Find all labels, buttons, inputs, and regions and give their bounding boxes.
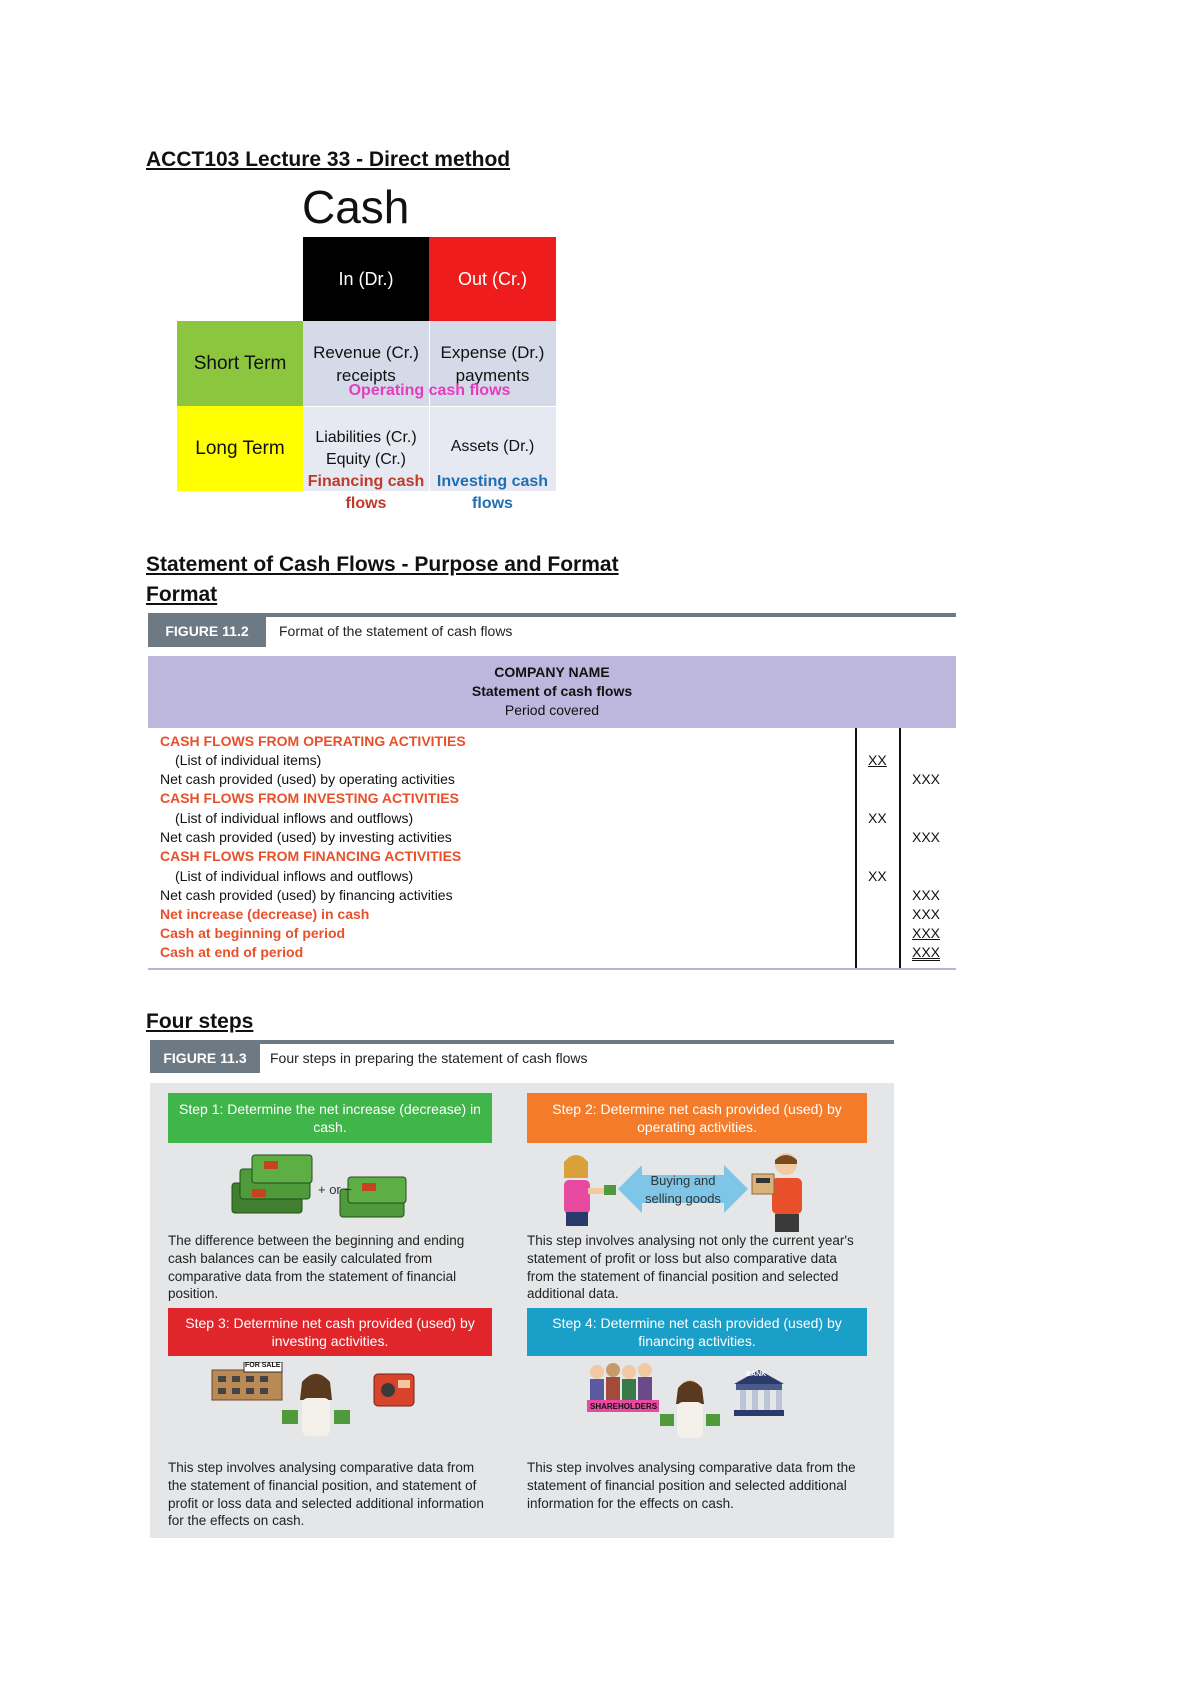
financing-cash-flows-label (303, 471, 429, 515)
amount-xxx: XXX (912, 925, 941, 941)
assets-label: Assets (Dr.) (450, 438, 535, 455)
buying-selling-label: Buying and selling goods (645, 1173, 721, 1206)
row-long-term: Long Term (177, 406, 303, 491)
step-1-description: The difference between the beginning and ending cash balances can be easily calculated from comparative data from the statement of financial position. (168, 1233, 465, 1302)
step-3-box: Step 3: Determine net cash provided (used) by investing activities. (168, 1308, 492, 1356)
step-4-description: This step involves analysing comparative data from the statement of financial position and selected additional information for the effects on cash. (527, 1460, 856, 1511)
for-sale-sign: FOR SALE (245, 1362, 281, 1369)
revenue-line2: receipts (336, 366, 396, 385)
liabilities-line: Liabilities (Cr.) (315, 429, 417, 446)
col-out-header: Out (Cr.) (429, 237, 556, 321)
statement-line: Net cash provided (used) by financing activities (160, 887, 453, 903)
cell-divider (303, 406, 556, 407)
bank-sign: BANK (746, 1371, 767, 1378)
expense-line1: Expense (Dr.) (440, 343, 545, 362)
step-2-description: This step involves analysing not only the current year's statement of profit or loss but also comparative data from the statement of financial position and selected additional data. (527, 1233, 854, 1302)
period-covered: Period covered (504, 702, 600, 718)
statement-line: Net cash provided (used) by operating activities (160, 771, 455, 787)
liabilities-equity (303, 427, 429, 471)
seller-figure-icon (750, 1150, 815, 1235)
figure-rule (150, 1040, 894, 1044)
revenue-receipts (303, 341, 429, 387)
step-1-box: Step 1: Determine the net increase (decrease) in cash. (168, 1093, 492, 1143)
investor-figure-icon (280, 1370, 352, 1440)
operating-activities-heading: CASH FLOWS FROM OPERATING ACTIVITIES (160, 733, 466, 749)
statement-line: (List of individual inflows and outflows) (175, 810, 414, 826)
amount-xxx: XXX (912, 906, 941, 922)
figure-11-2-tag: FIGURE 11.2 (148, 615, 266, 647)
statement-line: Net cash provided (used) by investing activities (160, 829, 452, 845)
amount-xxx: XXX (912, 944, 941, 960)
cash-title: Cash (302, 181, 410, 233)
financier-figure-icon (660, 1378, 720, 1444)
figure-11-2-caption: Format of the statement of cash flows (279, 623, 513, 639)
operating-cash-flows-label: Operating cash flows (348, 382, 511, 399)
amount-xxx: XXX (912, 771, 941, 787)
section-heading-purpose: Statement of Cash Flows - Purpose and Format (146, 553, 619, 576)
statement-line: (List of individual items) (175, 752, 322, 768)
revenue-line1: Revenue (Cr.) (313, 343, 419, 362)
figure-rule (148, 613, 956, 617)
column-divider (899, 728, 901, 968)
investing-line1: Investing cash (436, 473, 549, 490)
row-short-term: Short Term (177, 321, 303, 406)
step-2-box: Step 2: Determine net cash provided (used) by operating activities. (527, 1093, 867, 1143)
amount-xxx: XXX (912, 887, 941, 903)
statement-line: (List of individual inflows and outflows) (175, 868, 414, 884)
financing-line2: flows (345, 495, 387, 512)
cash-end-line: Cash at end of period (160, 944, 304, 960)
figure-11-3-tag: FIGURE 11.3 (150, 1042, 260, 1073)
cash-beginning-line: Cash at beginning of period (160, 925, 346, 941)
statement-name: Statement of cash flows (471, 683, 633, 699)
company-name: COMPANY NAME (494, 664, 610, 680)
column-divider (855, 728, 857, 968)
financing-line1: Financing cash (307, 473, 425, 490)
expense-payments (429, 341, 556, 387)
investing-activities-heading: CASH FLOWS FROM INVESTING ACTIVITIES (160, 790, 459, 806)
step-4-box: Step 4: Determine net cash provided (used) by financing activities. (527, 1308, 867, 1356)
investing-cash-flows-label (429, 471, 556, 515)
buyer-figure-icon (548, 1150, 618, 1230)
machinery-icon (370, 1364, 420, 1412)
expense-line2: payments (455, 366, 530, 385)
col-in-header: In (Dr.) (303, 237, 429, 321)
net-increase-line: Net increase (decrease) in cash (160, 906, 370, 922)
shareholders-sign: SHAREHOLDERS (590, 1402, 658, 1411)
amount-xx: XX (868, 752, 887, 768)
statement-bottom-rule (148, 968, 956, 970)
equity-line: Equity (Cr.) (325, 451, 406, 468)
section-heading-four-steps: Four steps (146, 1010, 254, 1033)
investing-line2: flows (472, 495, 513, 512)
page-title: ACCT103 Lecture 33 - Direct method (146, 148, 511, 171)
amount-xx: XX (868, 868, 887, 884)
figure-11-3-caption: Four steps in preparing the statement of cash flows (270, 1050, 588, 1066)
amount-xx: XX (868, 810, 887, 826)
amount-xxx: XXX (912, 829, 941, 845)
step-3-description: This step involves analysing comparative data from the statement of financial position, and statement of profit or loss data and selected additional information for the effects on cash. (168, 1460, 484, 1529)
statement-header (148, 656, 956, 728)
plus-or-minus-label: + or − (318, 1182, 352, 1197)
section-heading-format: Format (146, 583, 218, 606)
financing-activities-heading: CASH FLOWS FROM FINANCING ACTIVITIES (160, 848, 462, 864)
